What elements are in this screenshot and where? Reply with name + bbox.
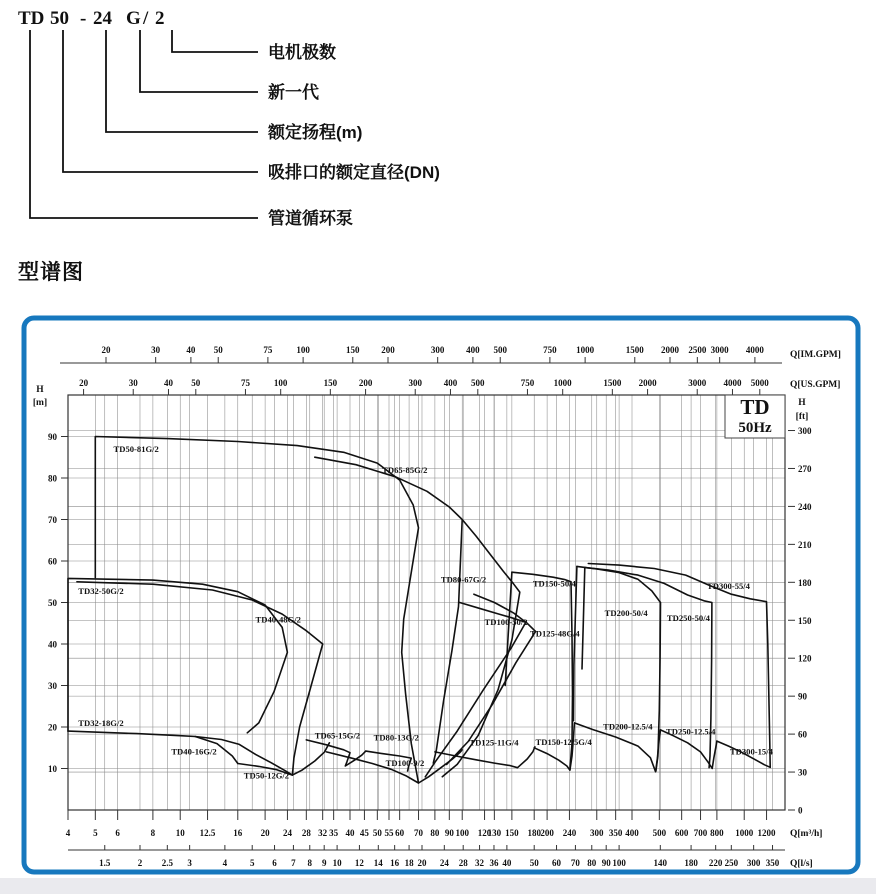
pump-curve-label: TD125-48G/4 (530, 628, 580, 639)
callout-line (30, 30, 258, 218)
tick-label: 120 (477, 828, 492, 838)
tick-label: 3000 (688, 378, 707, 388)
tick-label: 180 (798, 577, 812, 588)
pump-curve-label: TD200-50/4 (604, 607, 648, 618)
tick-label: 140 (653, 858, 668, 868)
tick-label: 3 (187, 858, 192, 868)
tick-label: 120 (798, 653, 812, 664)
tick-label: 300 (430, 345, 445, 355)
pump-curve-label: TD32-50G/2 (78, 586, 124, 597)
tick-label: 2500 (688, 345, 707, 355)
code-legend-label: 吸排口的额定直径(DN) (268, 163, 440, 182)
tick-label: 4000 (723, 378, 742, 388)
tick-label: 200 (381, 345, 395, 355)
callout-line (106, 30, 258, 132)
tick-label: 200 (540, 828, 554, 838)
code-legend-label: 电机极数 (268, 43, 336, 62)
tick-label: 2000 (661, 345, 680, 355)
pump-curve-label: TD125-11G/4 (469, 737, 519, 748)
tick-label: 90 (798, 691, 807, 702)
callout-line (140, 30, 258, 92)
axis-title: Q[m³/h] (790, 829, 823, 839)
tick-label: 250 (724, 858, 739, 868)
tick-label: 30 (151, 345, 161, 355)
tick-label: 400 (625, 828, 639, 838)
tick-label: 50 (191, 378, 201, 388)
tick-label: 70 (570, 858, 580, 868)
tick-label: 32 (318, 828, 328, 838)
tick-label: 12 (354, 858, 364, 868)
tick-label: 70 (48, 515, 57, 525)
chart-title: TD (740, 395, 770, 419)
tick-label: 750 (543, 345, 557, 355)
model-code-part: 2 (155, 8, 165, 29)
tick-label: 350 (765, 858, 780, 868)
tick-label: 2.5 (161, 858, 173, 868)
axis-title: [ft] (795, 412, 809, 422)
tick-label: 80 (48, 473, 57, 484)
tick-label: 300 (408, 378, 422, 388)
section-title: 型谱图 (18, 261, 84, 284)
tick-label: 1500 (625, 345, 644, 355)
tick-label: 150 (505, 828, 519, 838)
pump-curve-label: TD250-50/4 (666, 612, 710, 623)
model-code-part: TD (18, 8, 45, 29)
tick-label: 5 (249, 858, 255, 868)
tick-label: 240 (562, 828, 577, 838)
tick-label: 40 (186, 345, 196, 355)
tick-label: 240 (798, 501, 812, 512)
tick-label: 55 (384, 828, 394, 838)
tick-label: 300 (798, 426, 812, 437)
tick-label: 130 (487, 828, 502, 838)
tick-label: 60 (395, 828, 405, 838)
tick-label: 80 (587, 858, 597, 868)
tick-label: 1.5 (99, 858, 111, 868)
tick-label: 500 (493, 345, 507, 355)
tick-label: 150 (798, 615, 812, 626)
pump-curve-label: TD40-48G/2 (255, 614, 301, 625)
tick-label: 500 (471, 378, 485, 388)
tick-label: 270 (798, 463, 812, 474)
tick-label: 0 (798, 805, 803, 816)
tick-label: 220 (708, 858, 723, 868)
tick-label: 8 (150, 828, 156, 838)
tick-label: 100 (455, 828, 469, 838)
tick-label: 20 (417, 858, 427, 868)
tick-label: 300 (746, 858, 761, 868)
pump-curve-label: TD300-55/4 (707, 581, 750, 592)
pump-curve-label: TD250-12.5/4 (666, 726, 716, 737)
tick-label: 600 (674, 828, 689, 838)
tick-label: 150 (323, 378, 338, 388)
tick-label: 210 (798, 539, 812, 550)
tick-label: 50 (48, 598, 57, 608)
tick-label: 200 (358, 378, 373, 388)
pump-curve-label: TD150-50/4 (532, 578, 576, 589)
tick-label: 9 (321, 858, 327, 868)
tick-label: 50 (372, 828, 382, 838)
tick-label: 36 (489, 858, 499, 868)
tick-label: 1200 (757, 828, 776, 838)
tick-label: 5000 (750, 378, 769, 388)
tick-label: 4 (65, 828, 71, 838)
tick-label: 20 (260, 828, 270, 838)
tick-label: 100 (296, 345, 310, 355)
pump-curve-label: TD300-15/4 (729, 746, 773, 757)
tick-label: 32 (475, 858, 485, 868)
tick-label: 18 (404, 858, 414, 868)
callout-line (172, 30, 258, 52)
tick-label: 45 (359, 828, 369, 838)
axis-title: Q[US.GPM] (790, 380, 841, 390)
tick-label: 750 (520, 378, 535, 388)
tick-label: 20 (101, 345, 111, 355)
tick-label: 20 (79, 378, 89, 388)
tick-label: 40 (48, 639, 57, 650)
tick-label: 90 (601, 858, 611, 868)
tick-label: 70 (414, 828, 424, 838)
tick-label: 500 (652, 828, 667, 838)
tick-label: 30 (798, 767, 807, 778)
tick-label: 30 (128, 378, 138, 388)
tick-label: 90 (444, 828, 454, 838)
tick-label: 150 (346, 345, 360, 355)
tick-label: 10 (175, 828, 185, 838)
tick-label: 8 (307, 858, 313, 868)
tick-label: 20 (48, 722, 57, 733)
tick-label: 100 (612, 858, 626, 868)
tick-label: 1500 (603, 378, 622, 388)
tick-label: 16 (390, 858, 400, 868)
tick-label: 400 (443, 378, 458, 388)
tick-label: 4 (222, 858, 228, 868)
tick-label: 10 (332, 858, 342, 868)
model-code-part: G (126, 8, 141, 29)
tick-label: 5 (93, 828, 98, 838)
model-code-part: / (143, 8, 149, 29)
pump-curve-label: TD100-50/2 (484, 616, 528, 627)
tick-label: 700 (693, 828, 708, 838)
tick-label: 60 (48, 556, 57, 567)
tick-label: 50 (213, 345, 223, 355)
pump-curve-label: TD80-67G/2 (440, 574, 487, 585)
pump-curve-label: TD100-9/2 (385, 758, 425, 769)
chart-subtitle: 50Hz (738, 420, 772, 436)
tick-label: 28 (458, 858, 468, 868)
model-code-part: 50 (50, 8, 69, 29)
tick-label: 180 (684, 858, 698, 868)
pump-curve-label: TD65-85G/2 (382, 465, 428, 476)
tick-label: 3000 (710, 345, 729, 355)
tick-label: 2000 (638, 378, 657, 388)
tick-label: 2 (137, 858, 143, 868)
tick-label: 35 (329, 828, 339, 838)
pump-curve-label: TD50-12G/2 (243, 770, 290, 781)
tick-label: 75 (263, 345, 273, 355)
tick-label: 1000 (735, 828, 754, 838)
axis-title: Q[l/s] (790, 859, 813, 869)
pump-curve-label: TD80-13G/2 (373, 732, 419, 743)
tick-label: 60 (798, 729, 807, 740)
tick-label: 75 (240, 378, 250, 388)
pump-curve-label: TD50-81G/2 (113, 443, 159, 454)
tick-label: 10 (48, 764, 57, 774)
chart-title-box (725, 395, 785, 438)
model-code-nomenclature-diagram (0, 0, 876, 300)
tick-label: 7 (291, 858, 296, 868)
tick-label: 6 (115, 828, 120, 838)
axis-title: Q[IM.GPM] (790, 350, 841, 360)
axis-title: H (36, 385, 44, 395)
tick-label: 40 (163, 378, 173, 388)
tick-label: 80 (430, 828, 440, 838)
tick-label: 100 (273, 378, 288, 388)
tick-label: 1000 (576, 345, 595, 355)
pump-curve-label: TD32-18G/2 (78, 717, 124, 728)
tick-label: 24 (282, 828, 292, 838)
tick-label: 60 (552, 858, 562, 868)
tick-label: 6 (272, 858, 277, 868)
model-code-part: 24 (93, 8, 112, 29)
tick-label: 30 (48, 681, 57, 691)
tick-label: 400 (466, 345, 480, 355)
tick-label: 800 (710, 828, 724, 838)
code-legend-label: 新一代 (268, 83, 319, 102)
axis-title: [m] (32, 398, 48, 408)
tick-label: 40 (345, 828, 355, 838)
page-bottom-strip (0, 878, 876, 894)
tick-label: 40 (502, 858, 512, 868)
pump-curve-label: TD200-12.5/4 (603, 721, 653, 732)
axis-title: H (798, 398, 806, 408)
pump-curve-label: TD150-12.5G/4 (535, 736, 592, 747)
code-legend-label: 管道循环泵 (268, 209, 353, 228)
tick-label: 4000 (745, 345, 764, 355)
tick-label: 24 (439, 858, 449, 868)
type-spectrum-chart (0, 300, 876, 894)
model-code-part: - (80, 8, 87, 29)
tick-label: 1000 (553, 378, 572, 388)
tick-label: 50 (529, 858, 539, 868)
tick-label: 90 (48, 432, 57, 442)
tick-label: 28 (301, 828, 311, 838)
tick-label: 350 (608, 828, 623, 838)
tick-label: 180 (527, 828, 541, 838)
pump-curve-label: TD65-15G/2 (314, 730, 361, 741)
tick-label: 16 (233, 828, 243, 838)
tick-label: 14 (373, 858, 383, 868)
tick-label: 12.5 (199, 828, 216, 838)
tick-label: 300 (590, 828, 604, 838)
pump-curve-label: TD40-16G/2 (171, 746, 217, 757)
code-legend-label: 额定扬程(m) (268, 123, 363, 142)
